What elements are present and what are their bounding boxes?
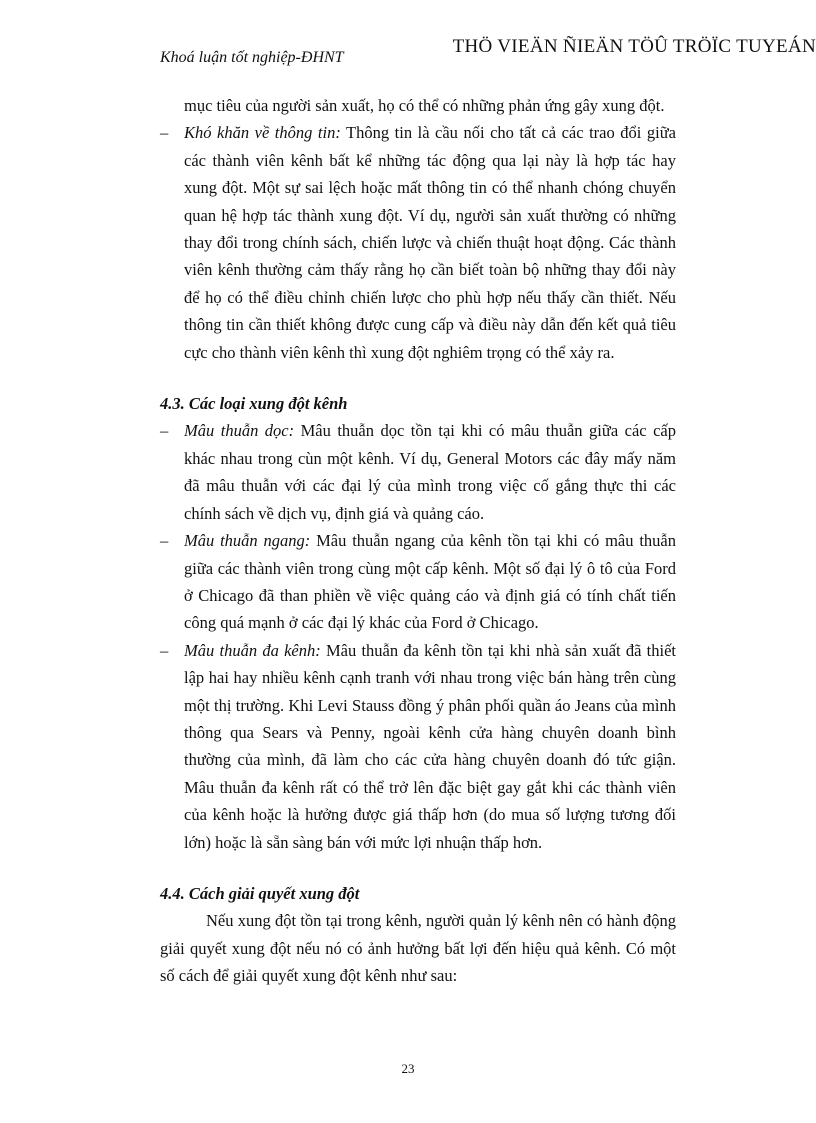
bullet-text: Mâu thuẫn dọc tồn tại khi có mâu thuẫn giữa các cấp khác nhau trong cùn một kênh. Ví dụ, General Motors các đây mấy năm đã mâu thuẫn với các đại lý của mình trong việc cố gắng thực thi các chính sách về dịch vụ, định giá và quảng cáo. xyxy=(184,421,676,523)
bullet-text: Thông tin là cầu nối cho tất cả các trao đổi giữa các thành viên kênh bất kể những tác động qua lại này là hợp tác hay xung đột. Một sự sai lệch hoặc mất thông tin có thể nhanh chóng chuyển quan hệ hợp tác thành xung đột. Ví dụ, người sản xuất thường có những thay đổi trong chính sách, chiến lược và chiến thuật hoạt động. Các thành viên kênh thường cảm thấy rằng họ cần biết toàn bộ những thay đổi này để họ có thể điều chỉnh chiến lược cho phù hợp nếu thấy cần thiết. Nếu thông tin cần thiết không được cung cấp và điều này dẫn đến kết quả tiêu cực cho thành viên kênh thì xung đột nghiêm trọng có thể xảy ra. xyxy=(184,123,676,362)
bullet-text: Mâu thuẫn ngang của kênh tồn tại khi có mâu thuẫn giữa các thành viên trong cùng một cấp kênh. Một số đại lý ô tô của Ford ở Chicago đã than phiền về việc quảng cáo và định giá có tính chất tiến công quá mạnh ở các đại lý khác của Ford ở Chicago. xyxy=(184,531,677,633)
running-header: Khoá luận tốt nghiệp-ĐHNT xyxy=(160,49,344,66)
bullet-term: Khó khăn về thông tin: xyxy=(184,123,341,143)
dash-bullet: – xyxy=(160,123,169,143)
page-number: 23 xyxy=(401,1061,415,1076)
bullet-term: Mâu thuẫn đa kênh: xyxy=(184,640,321,660)
bullet-text: Mâu thuẫn đa kênh tồn tại khi nhà sản xuất đã thiết lập hai hay nhiều kênh cạnh tranh với nhau trong việc bán hàng trên cùng một thị trường. Khi Levi Stauss đồng ý phân phối quần áo Jeans của mình thông qua Sears và Penny, ngoài kênh cửa hàng chuyên doanh bình thường của mình, đã làm cho các cửa hàng chuyên doanh đó tức giận. Mâu thuẫn đa kênh rất có thể trở lên đặc biệt gay gắt khi các thành viên của kênh hoặc là hưởng được giá thấp hơn (do mua số lượng tương đối lớn) hoặc là sẵn sàng bán với mức lợi nhuận thấp hơn. xyxy=(184,640,676,852)
section-heading-4-4: 4.4. Cách giải quyết xung đột xyxy=(160,883,360,903)
dash-bullet: – xyxy=(160,421,169,441)
bullet-term: Mâu thuẫn dọc: xyxy=(184,421,295,441)
section-heading-4-3: 4.3. Các loại xung đột kênh xyxy=(160,394,348,414)
bullet-term: Mâu thuẫn ngang: xyxy=(184,531,311,551)
dash-bullet: – xyxy=(160,640,169,660)
conflict-type-item xyxy=(160,527,676,637)
conflict-type-item xyxy=(160,417,676,527)
dash-bullet: – xyxy=(160,531,169,551)
conflict-type-item xyxy=(160,637,676,856)
info-difficulty-item xyxy=(160,119,676,366)
library-watermark: THÖ VIEÄN ÑIEÄN TÖÛ TRÖÏC TUYEÁN xyxy=(452,36,816,57)
continuation-paragraph: mục tiêu của người sản xuất, họ có thể có những phản ứng gây xung đột. xyxy=(184,96,665,115)
page-body xyxy=(160,92,676,990)
resolution-paragraph: Nếu xung đột tồn tại trong kênh, người quản lý kênh nên có hành động giải quyết xung đột nếu nó có ảnh hưởng bất lợi đến hiệu quả kênh. Có một số cách để giải quyết xung đột kênh như sau: xyxy=(160,911,676,986)
